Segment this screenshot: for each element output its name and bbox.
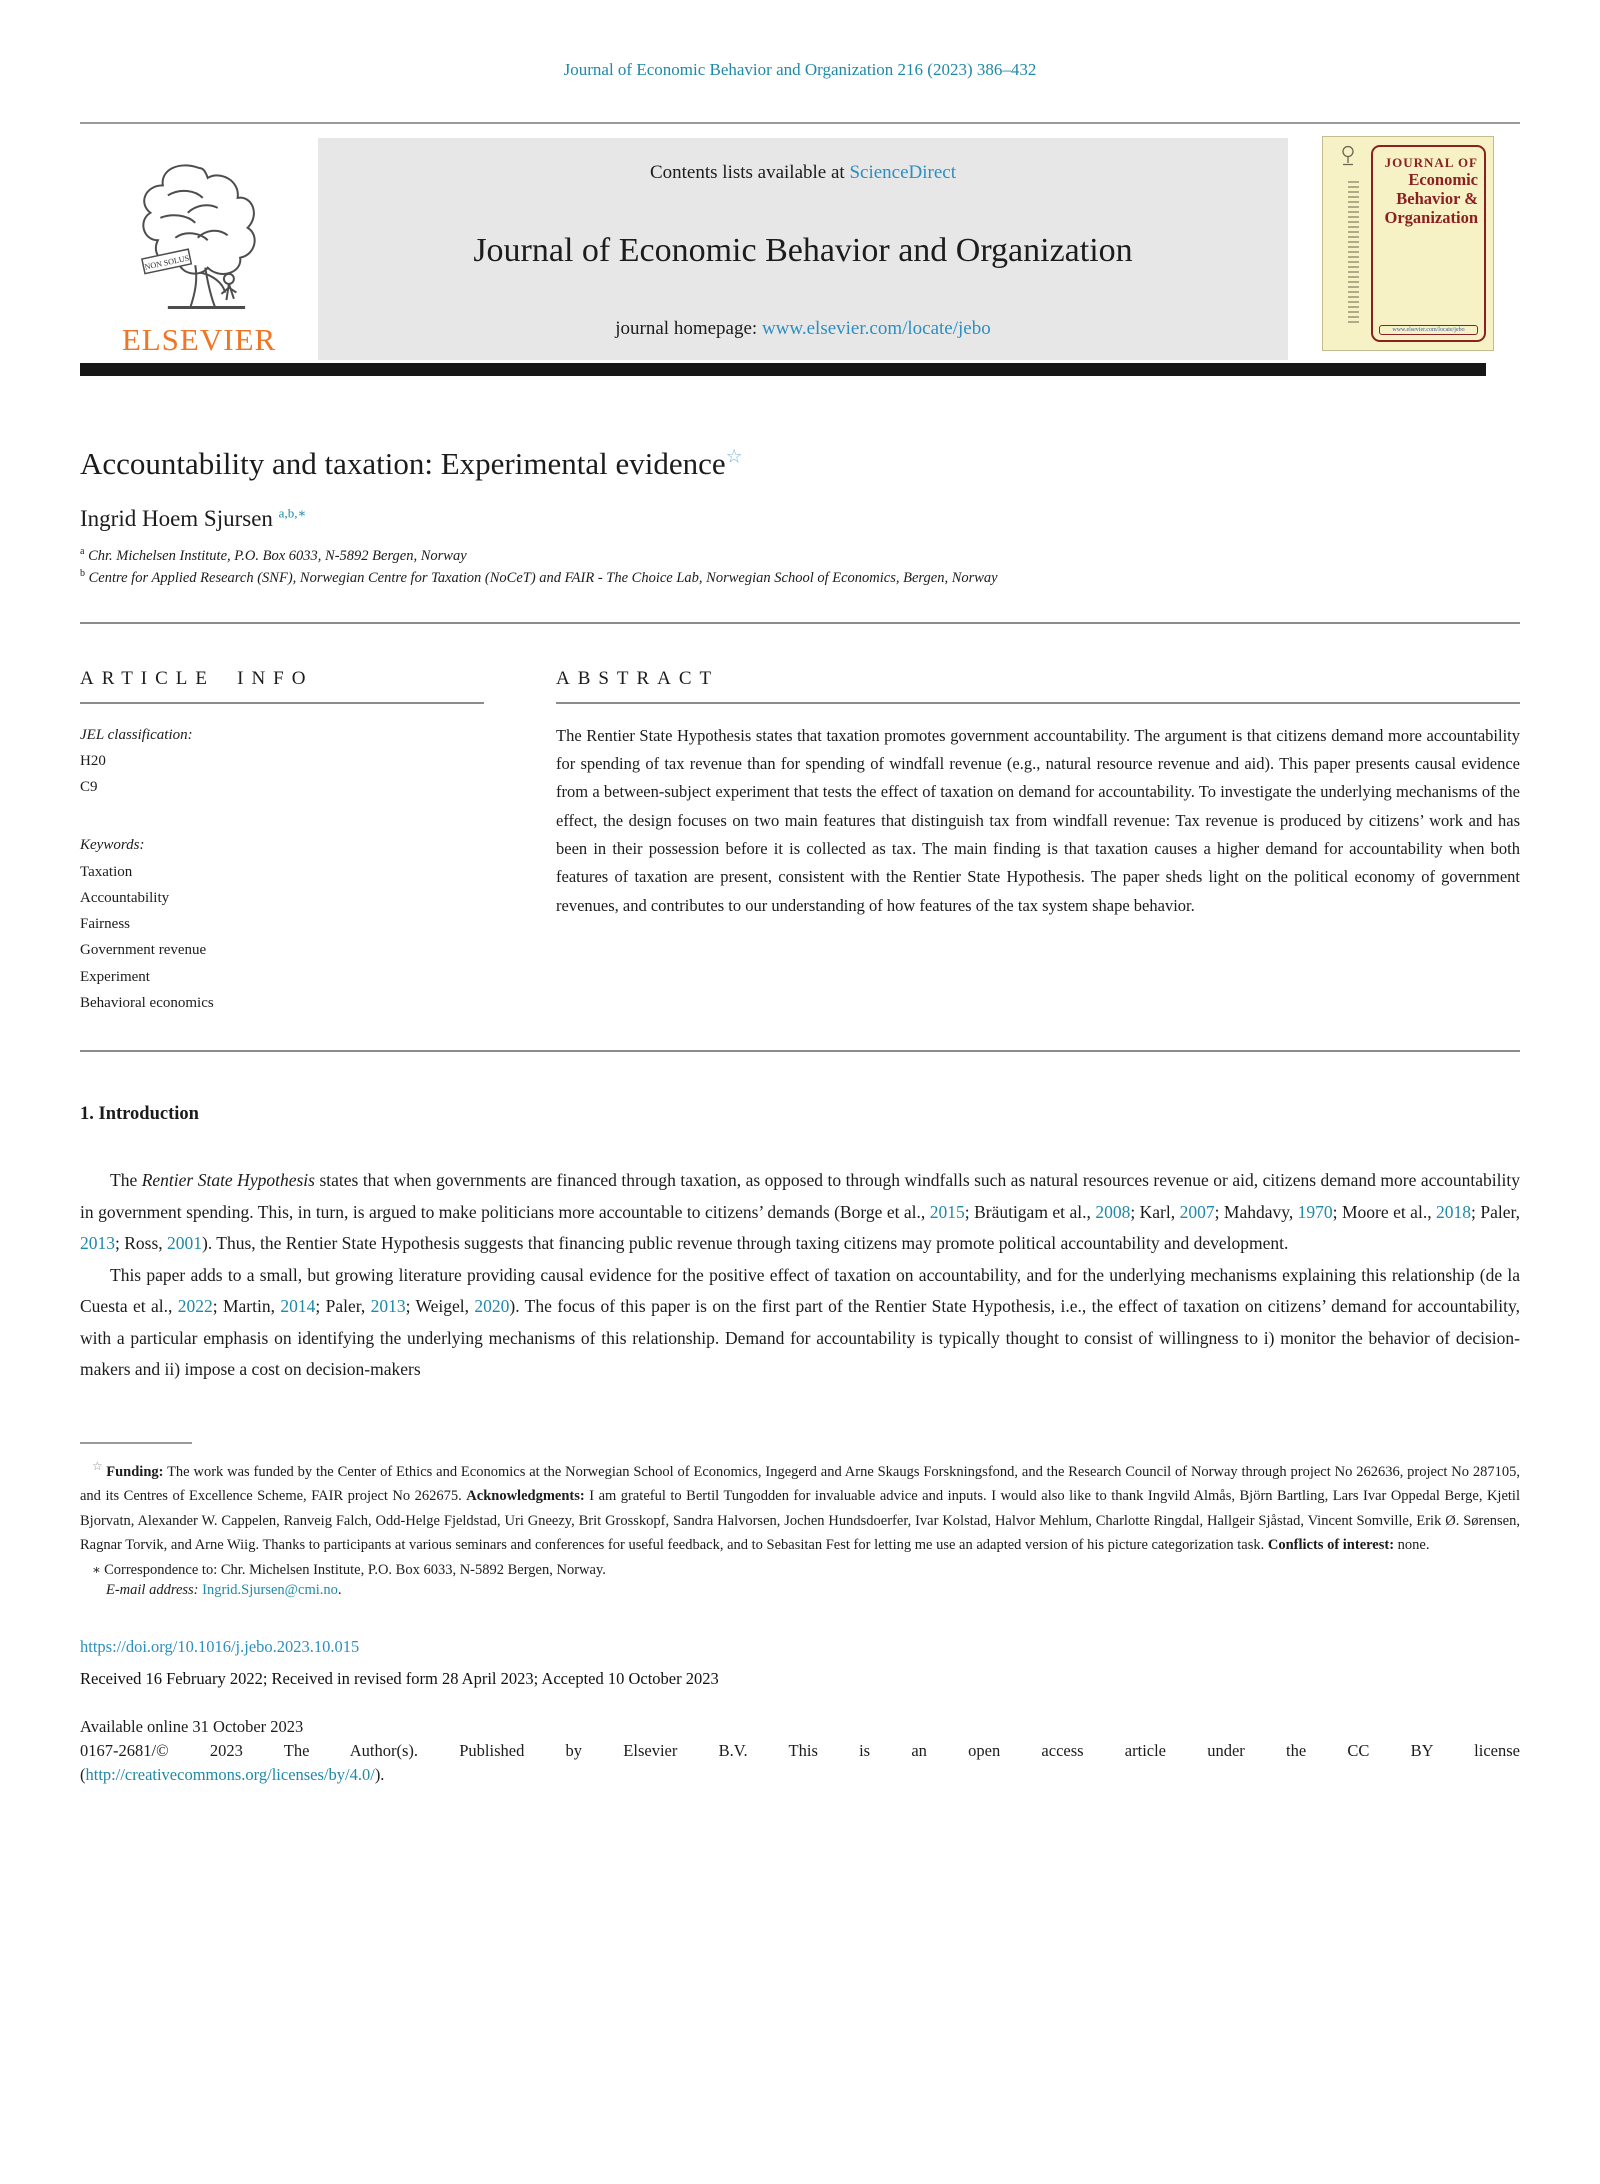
text-segment: ; Moore et al., <box>1332 1201 1437 1222</box>
text-segment: Conflicts of interest: <box>1267 1537 1395 1554</box>
introduction-body <box>80 1165 1520 1386</box>
text-segment: ∗ <box>92 1561 105 1577</box>
affiliation-a-mark: a <box>80 546 85 558</box>
intro-paragraph-2 <box>80 1260 1520 1386</box>
homepage-prefix: journal homepage: <box>615 318 762 339</box>
text-segment: I am grateful to Bertil Tungodden for invaluable advice and inputs. I would also like to thank Ingvild Almås, Björn Bartling, Lars Ivar Oppedal Berge, Kjetil Bjorvatn, Alexander W. Cappelen, Ranveig Falch, Odd-Helge Fjeldstad, Uri Gneezy, Brit Grosskopf, Sandra Halvorsen, Jochen Hundsdoerfer, Ivar Kolstad, Halvor Mehlum, Charlotte Ringdal, Hallgeir Sjåstad, Vincent Somville, Erik Ø. Sørensen, Ragnar Torvik, and Arne Wiig. Thanks to participants at various seminars and conferences for useful feedback, and to Sebasitan Fest for letting me use an adapted version of his picture categorization task. <box>80 1487 1520 1554</box>
journal-cover-thumbnail <box>1322 136 1494 351</box>
cover-title-line2: Economic <box>1408 170 1478 189</box>
affiliations <box>80 546 1520 590</box>
text-segment: ; Weigel, <box>405 1296 475 1316</box>
sciencedirect-link[interactable]: ScienceDirect <box>849 162 957 183</box>
received-dates: Received 16 February 2022; Received in revised form 28 April 2023; Accepted 10 October 2023 <box>80 1668 719 1688</box>
title-footnote-star[interactable]: ☆ <box>725 446 743 468</box>
text-segment: ). The focus of this paper is on the first part of the Rentier State Hypothesis, i.e., the effect of taxation on citizens’ demand for accountability, with a particular emphasis on identifying the underlying mechanisms of this relationship. Demand for accountability is typically thought to consist of willingness to i) monitor the behavior of decision-makers and ii) impose a cost on decision-makers <box>80 1296 1521 1379</box>
divider-article-info <box>80 702 484 704</box>
cc-by-license-link[interactable]: http://creativecommons.org/licenses/by/4.0/ <box>85 1764 375 1784</box>
divider-affiliations <box>80 622 1520 624</box>
keywords-label: Keywords: <box>80 837 145 854</box>
cover-spine-text <box>1348 181 1359 324</box>
funding-footnote <box>80 1456 1520 1558</box>
ref-borge-2015[interactable]: 2015 <box>929 1201 965 1222</box>
elsevier-tree-icon <box>128 158 270 320</box>
jel-item: H20 <box>80 752 106 769</box>
article-footer <box>80 1635 1520 1787</box>
text-segment: none. <box>1394 1537 1430 1554</box>
elsevier-logo-block <box>80 138 318 360</box>
doi-link[interactable]: https://doi.org/10.1016/j.jebo.2023.10.015 <box>80 1636 360 1656</box>
article-info-heading: ARTICLE INFO <box>80 667 314 689</box>
text-segment: The work was funded by the Center of Ethics and Economics at the Norwegian School of Economics, Ingegerd and Arne Skaugs Forskningsfond, and the Research Council of Norway through project No 262636, project No 287105, and its Centres of Excellence Scheme, FAIR project No 262675. <box>80 1463 1520 1504</box>
text-segment: ☆ <box>92 1458 107 1473</box>
masthead-gray-panel <box>318 138 1288 360</box>
affiliation-b <box>80 568 1520 590</box>
ref-mahdavy-1970[interactable]: 1970 <box>1297 1201 1333 1222</box>
text-segment: E-mail address: <box>106 1581 203 1598</box>
text-segment: Acknowledgments: <box>466 1487 585 1504</box>
keyword-item: Behavioral economics <box>80 994 214 1011</box>
affiliation-a <box>80 546 1520 568</box>
text-segment: ; Karl, <box>1130 1201 1180 1222</box>
available-online: Available online 31 October 2023 <box>80 1716 304 1736</box>
author-affiliation-marks[interactable]: a,b,∗ <box>278 505 307 521</box>
text-segment: ; Martin, <box>212 1296 281 1316</box>
cover-title-line1: JOURNAL OF <box>1384 155 1478 170</box>
non-solus-banner: NON SOLUS <box>143 253 190 272</box>
cover-title-line4: Organization <box>1384 207 1478 227</box>
homepage-line <box>328 318 1278 340</box>
jel-block <box>80 722 484 1017</box>
text-segment: . <box>337 1581 342 1598</box>
cover-mini-tree-icon <box>1339 145 1357 167</box>
abstract-heading: ABSTRACT <box>556 667 720 689</box>
ref-karl-2007[interactable]: 2007 <box>1179 1201 1215 1222</box>
divider-top <box>80 122 1520 124</box>
abstract-column <box>556 668 1520 1017</box>
section-heading-introduction: 1. Introduction <box>80 1104 199 1124</box>
text-segment: ; Ross, <box>115 1233 168 1253</box>
license-line <box>80 1763 1520 1787</box>
ref-weigel-2020[interactable]: 2020 <box>474 1296 510 1316</box>
article-title-row <box>80 446 1520 482</box>
keyword-item: Government revenue <box>80 942 207 959</box>
correspondence-note <box>80 1562 1520 1579</box>
issn-copyright-line: 0167-2681/© 2023 The Author(s). Published by Elsevier B.V. This is an open access article under the CC BY license <box>80 1740 1520 1760</box>
keyword-item: Fairness <box>80 916 130 932</box>
author-row <box>80 506 1520 532</box>
license-paren-open: ( <box>80 1764 86 1784</box>
text-segment: states that when governments are financed through taxation, as opposed to through windfalls such as natural resources revenue or aid, citizens demand more accountability in government spending. This, in turn, is argued to make politicians more accountable to citizens’ demands (Borge et al., <box>80 1170 1520 1222</box>
text-segment: ; Paler, <box>1471 1201 1520 1222</box>
license-paren-close: ). <box>374 1764 385 1784</box>
ref-brautigam-2008[interactable]: 2008 <box>1095 1201 1131 1222</box>
ref-paler-2013[interactable]: 2013 <box>80 1233 115 1253</box>
article-info-column <box>80 668 484 1017</box>
intro-paragraph-1 <box>80 1165 1520 1260</box>
keyword-item: Experiment <box>80 968 150 985</box>
contents-prefix: Contents lists available at <box>649 162 850 183</box>
jel-label: JEL classification: <box>80 726 193 743</box>
text-segment: Correspondence to: Chr. Michelsen Institute, P.O. Box 6033, N-5892 Bergen, Norway. <box>104 1561 606 1578</box>
text-segment: Funding: <box>106 1463 164 1480</box>
ref-paler-2013[interactable]: 2013 <box>370 1296 406 1316</box>
contents-line <box>328 162 1278 184</box>
masthead <box>80 138 1520 360</box>
text-segment: Rentier State Hypothesis <box>141 1170 315 1190</box>
journal-citation: Journal of Economic Behavior and Organization 216 (2023) 386–432 <box>563 60 1037 79</box>
ref-ross-2001[interactable]: 2001 <box>167 1233 203 1253</box>
divider-abstract-bottom <box>80 1050 1520 1052</box>
email-link[interactable]: Ingrid.Sjursen@cmi.no <box>202 1581 338 1598</box>
journal-masthead-title: Journal of Economic Behavior and Organization <box>473 232 1133 269</box>
info-abstract-columns <box>80 668 1520 1017</box>
text-segment: ; Paler, <box>315 1296 371 1316</box>
keyword-item: Taxation <box>80 863 133 880</box>
affiliation-b-mark: b <box>80 567 85 579</box>
keyword-item: Accountability <box>80 889 170 906</box>
text-segment: This paper adds to a small, but growing literature providing causal evidence for the positive effect of taxation on accountability, and for the underlying mechanisms explaining this relationship (de la Cuesta et al., <box>80 1264 1520 1316</box>
cover-footer-url: www.elsevier.com/locate/jebo <box>1379 325 1478 335</box>
ref-martin-2014[interactable]: 2014 <box>280 1296 316 1316</box>
text-segment: ). Thus, the Rentier State Hypothesis suggests that financing public revenue through taxing citizens may promote political accountability and development. <box>202 1233 1289 1253</box>
homepage-url-link[interactable]: www.elsevier.com/locate/jebo <box>761 318 991 339</box>
divider-footnote <box>80 1442 192 1444</box>
masthead-black-bar <box>80 363 1486 376</box>
elsevier-wordmark: ELSEVIER <box>121 322 277 357</box>
cover-title-line3: Behavior & <box>1396 188 1478 208</box>
author-name: Ingrid Hoem Sjursen <box>80 506 273 531</box>
text-segment: ; Mahdavy, <box>1214 1201 1298 1222</box>
text-segment: The <box>110 1170 142 1190</box>
email-line <box>80 1582 1520 1599</box>
spacer <box>80 800 484 832</box>
text-segment: ; Bräutigam et al., <box>964 1201 1096 1222</box>
affiliation-a-text: Chr. Michelsen Institute, P.O. Box 6033, N-5892 Bergen, Norway <box>88 548 467 564</box>
divider-abstract <box>556 702 1520 704</box>
article-title: Accountability and taxation: Experimental evidence <box>80 446 726 481</box>
cover-title-box <box>1371 145 1486 342</box>
ref-moore-2018[interactable]: 2018 <box>1436 1201 1472 1222</box>
abstract-text: The Rentier State Hypothesis states that taxation promotes government accountability. The argument is that citizens demand more accountability for spending of tax revenue than for spending of windfall revenue (e.g., natural resource revenue and aid). This paper presents causal evidence from a between-subject experiment that tests the effect of taxation on demand for accountability. To investigate the underlying mechanisms of the effect, the design focuses on two main features that distinguish tax from windfall revenue: Tax revenue is produced by citizens’ work and has been in their possession before it is collected as tax. The main finding is that taxation causes a higher demand for accountability when both features of taxation are present, consistent with the Rentier State Hypothesis. The paper sheds light on the political economy of government revenues, and contributes to our understanding of how features of the tax system shape behavior. <box>556 725 1520 915</box>
ref-delacuesta-2022[interactable]: 2022 <box>177 1296 213 1316</box>
jel-item: C9 <box>80 779 98 795</box>
affiliation-b-text: Centre for Applied Research (SNF), Norwegian Centre for Taxation (NoCeT) and FAIR - The Choice Lab, Norwegian School of Economics, Bergen, Norway <box>88 569 998 586</box>
